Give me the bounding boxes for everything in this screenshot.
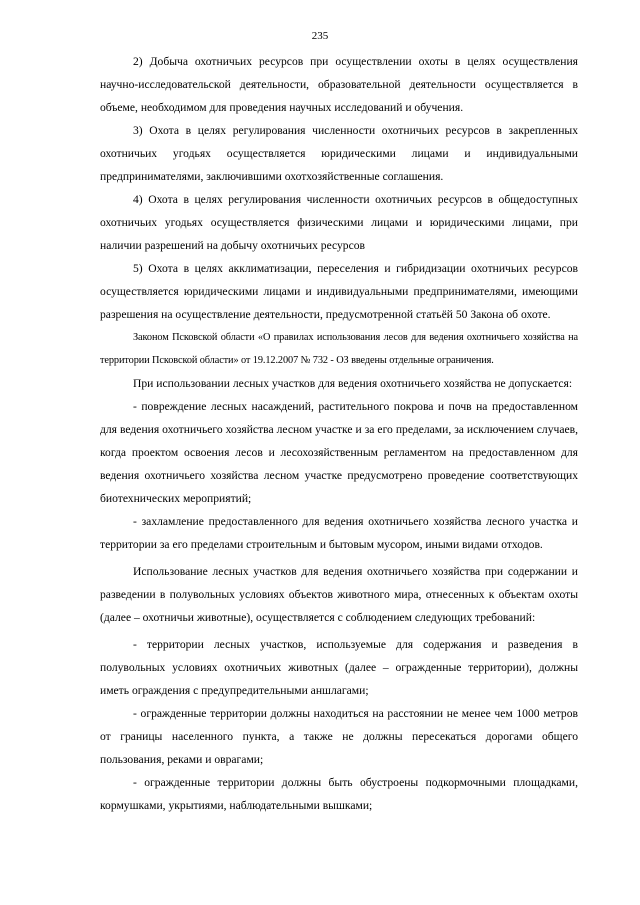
paragraph-5: Законом Псковской области «О правилах использования лесов для ведения охотничьего хозяйства на территории Псковской области» от 19.12.2007 № 732 - ОЗ введены отдельные ограничения. [100, 332, 578, 366]
paragraph-2: 3) Охота в целях регулирования численности охотничьих ресурсов в закрепленных охотничьих угодьях осуществляется юридическими лицами и индивидуальными предпринимателями, заключившими охотхозяйственные соглашения. [100, 124, 578, 183]
paragraph-9: Использование лесных участков для ведения охотничьего хозяйства при содержании и разведении в полувольных условиях объектов животного мира, отнесенных к объектам охоты (далее – охотничьи животные), осуществляется с соблюдением следующих требований: [100, 565, 578, 624]
paragraph-3: 4) Охота в целях регулирования численности охотничьих ресурсов в общедоступных охотничьих угодьях осуществляется физическими лицами и юридическими лицами, при наличии разрешений на добычу охотничьих ресурсов [100, 193, 578, 252]
page-number: 235 [311, 30, 329, 42]
paragraph-7: - повреждение лесных насаждений, растительного покрова и почв на предоставленном для ведения охотничьего хозяйства лесном участке и за его пределами, за исключением случаев, когда проектом освоения лесов и лесохозяйственным регламентом на предоставленном для ведения охотничьего хозяйства лесном участке предусмотрено проведение соответствующих биотехнических мероприятий; [100, 400, 578, 505]
paragraph-6: При использовании лесных участков для ведения охотничьего хозяйства не допускается: [133, 377, 573, 390]
paragraph-8: - захламление предоставленного для ведения охотничьего хозяйства лесного участка и территории за его пределами строительным и бытовым мусором, иными видами отходов. [100, 515, 578, 551]
paragraph-12: - огражденные территории должны быть обустроены подкормочными площадками, кормушками, укрытиями, наблюдательными вышками; [100, 776, 578, 812]
paragraph-4: 5) Охота в целях акклиматизации, переселения и гибридизации охотничьих ресурсов осуществляется юридическими лицами и индивидуальными предпринимателями, имеющими разрешения на осуществление деятельности, предусмотренной статьёй 50 Закона об охоте. [100, 262, 578, 321]
paragraph-1: 2) Добыча охотничьих ресурсов при осуществлении охоты в целях осуществления научно-исследовательской деятельности, образовательной деятельности осуществляется в объеме, необходимом для проведения научных исследований и обучения. [100, 55, 578, 114]
paragraph-11: - огражденные территории должны находиться на расстоянии не менее чем 1000 метров от границы населенного пункта, а также не должны пересекаться дорогами общего пользования, реками и оврагами; [100, 707, 578, 766]
document-body [100, 50, 578, 817]
paragraph-10: - территории лесных участков, используемые для содержания и разведения в полувольных условиях охотничьих животных (далее – огражденные территории), должны иметь ограждения с предупредительными аншлагами; [100, 638, 578, 697]
